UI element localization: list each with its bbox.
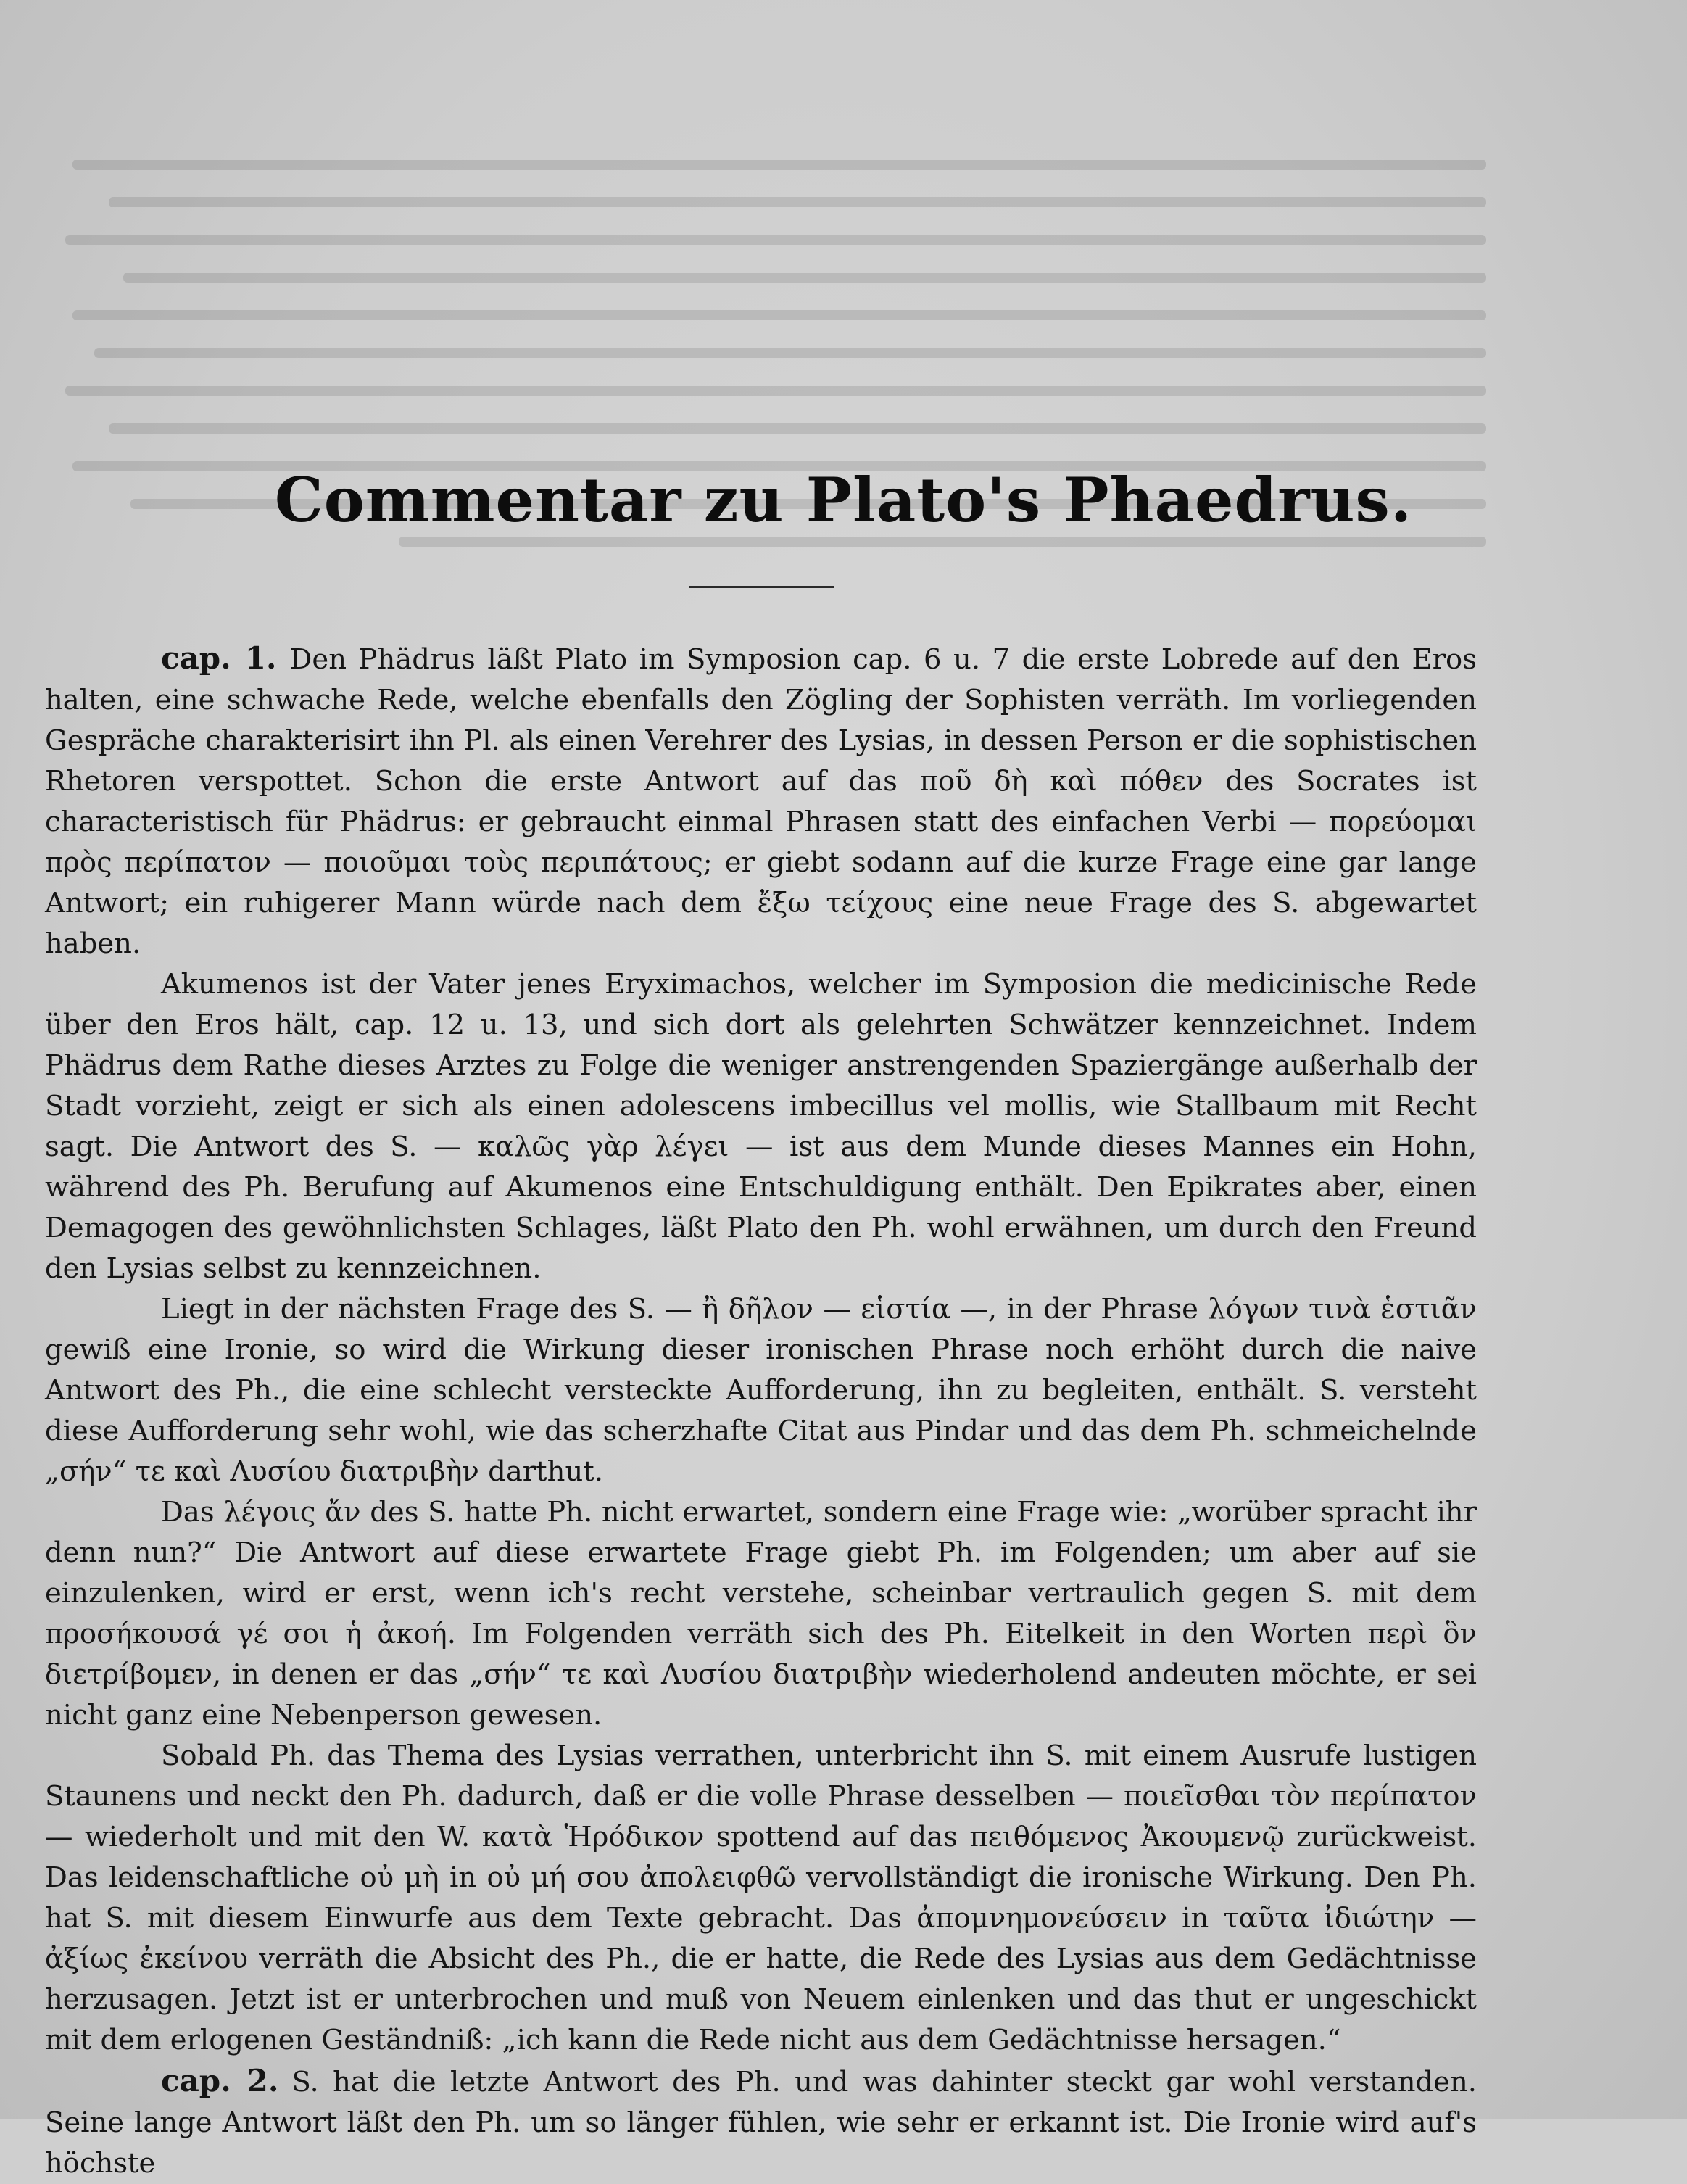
paragraph-cap-2	[45, 2061, 1477, 2184]
paragraph-irony	[45, 1289, 1477, 1492]
paragraph-cap-1	[45, 638, 1477, 964]
show-through-texture	[51, 145, 1501, 609]
page-title: Commentar zu Plato's Phaedrus.	[274, 464, 1413, 536]
paragraph-legois	[45, 1492, 1477, 1736]
commentary-body	[45, 638, 1477, 2184]
paragraph-text: Das λέγοις ἄν des S. hatte Ph. nicht erwartet, sondern eine Frage wie: „worüber spracht ihr denn nun?“ Die Antwort auf diese erwartete Frage giebt Ph. im Folgenden; um aber auf sie einzulenken, wird er erst, wenn ich's recht verstehe, scheinbar vertraulich gegen S. mit dem προσήκουσά γέ σοι ἡ ἀκοή. Im Folgenden verräth sich des Ph. Eitelkeit in den Worten περὶ ὃν διετρίβομεν, in denen er das „σήν“ τε καὶ Λυσίου διατριβὴν wiederholend andeuten möchte, er sei nicht ganz eine Nebenperson gewesen.	[45, 1496, 1477, 1732]
bleed-lines	[51, 145, 1501, 609]
paragraph-text: Akumenos ist der Vater jenes Eryximachos, welcher im Symposion die medicinische Rede über den Eros hält, cap. 12 u. 13, und sich dort als gelehrten Schwätzer kennzeichnet. Indem Phädrus dem Rathe dieses Arztes zu Folge die weniger anstrengenden Spaziergänge außerhalb der Stadt vorzieht, zeigt er sich als einen adolescens imbecillus vel mollis, wie Stallbaum mit Recht sagt. Die Antwort des S. — καλῶς γὰρ λέγει — ist aus dem Munde dieses Mannes ein Hohn, während des Ph. Berufung auf Akumenos eine Entschuldigung enthält. Den Epikrates aber, einen Demagogen des gewöhnlichsten Schlages, läßt Plato den Ph. wohl erwähnen, um durch den Freund den Lysias selbst zu kennzeichnen.	[45, 968, 1477, 1285]
chapter-label: cap. 1.	[161, 640, 277, 676]
paragraph-text: Liegt in der nächsten Frage des S. — ἢ δῆλον — εἱστία —, in der Phrase λόγων τινὰ ἑστιᾶν gewiß eine Ironie, so wird die Wirkung dieser ironischen Phrase noch erhöht durch die naive Antwort des Ph., die eine schlecht versteckte Aufforderung, ihn zu begleiten, enthält. S. versteht diese Aufforderung sehr wohl, wie das scherzhafte Citat aus Pindar und das dem Ph. schmeichelnde „σήν“ τε καὶ Λυσίου διατριβὴν darthut.	[45, 1293, 1477, 1488]
paragraph-text: Sobald Ph. das Thema des Lysias verrathen, unterbricht ihn S. mit einem Ausrufe lustigen Staunens und neckt den Ph. dadurch, daß er die volle Phrase desselben — ποιεῖσθαι τὸν περίπατον — wiederholt und mit den W. κατὰ Ἡρόδικον spottend auf das πειθόμενος Ἀκουμενῷ zurückweist. Das leidenschaftliche οὐ μὴ in οὐ μή σου ἀπολειφθῶ vervollständigt die ironische Wirkung. Den Ph. hat S. mit diesem Einwurfe aus dem Texte gebracht. Das ἀπομνημονεύσειν in ταῦτα ἰδιώτην — ἀξίως ἐκείνου verräth die Absicht des Ph., die er hatte, die Rede des Lysias aus dem Gedächtnisse herzusagen. Jetzt ist er unterbrochen und muß von Neuem einlenken und das thut er ungeschickt mit dem erlogenen Geständniß: „ich kann die Rede nicht aus dem Gedächtnisse hersagen.“	[45, 1740, 1477, 2056]
paragraph-text: Den Phädrus läßt Plato im Symposion cap. 6 u. 7 die erste Lobrede auf den Eros halten, eine schwache Rede, welche ebenfalls den Zögling der Sophisten verräth. Im vorliegenden Gespräche charakterisirt ihn Pl. als einen Verehrer des Lysias, in dessen Person er die sophistischen Rhetoren verspottet. Schon die erste Antwort auf das ποῦ δὴ καὶ πόθεν des Socrates ist characteristisch für Phädrus: er gebraucht einmal Phrasen statt des einfachen Verbi — πορεύομαι πρὸς περίπατον — ποιοῦμαι τοὺς περιπάτους; er giebt sodann auf die kurze Frage eine gar lange Antwort; ein ruhigerer Mann würde nach dem ἔξω τείχους eine neue Frage des S. abgewartet haben.	[45, 643, 1477, 960]
chapter-label: cap. 2.	[161, 2063, 279, 2098]
paragraph-text: S. hat die letzte Antwort des Ph. und was dahinter steckt gar wohl verstanden. Seine lange Antwort läßt den Ph. um so länger fühlen, wie sehr er erkannt ist. Die Ironie wird auf's höchste	[45, 2066, 1477, 2180]
paragraph-akumenos	[45, 964, 1477, 1289]
paragraph-sobald	[45, 1736, 1477, 2061]
title-divider	[689, 586, 834, 588]
